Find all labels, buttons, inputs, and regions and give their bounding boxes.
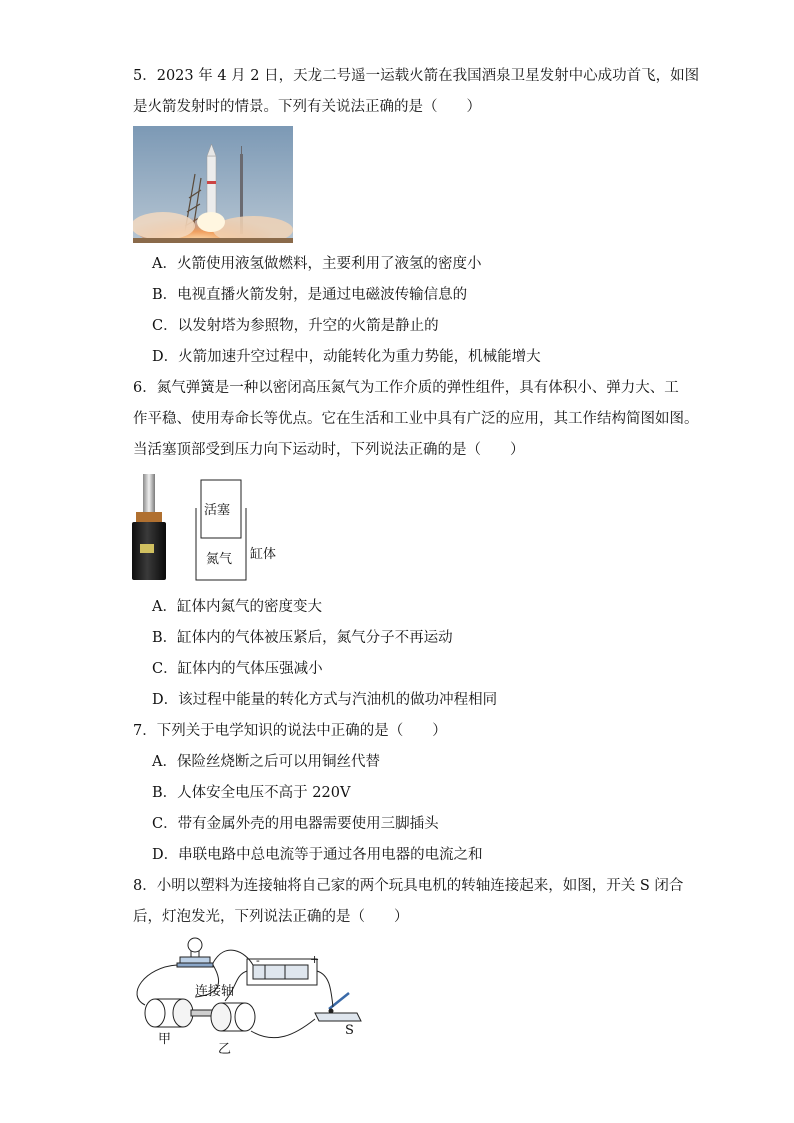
piston-label: 活塞 <box>204 503 231 518</box>
q6-option-a: A．缸体内氮气的密度变大 <box>152 599 322 615</box>
nitrogen-spring-photo <box>128 472 172 584</box>
q6-stem-line3: 当活塞顶部受到压力向下运动时，下列说法正确的是（ ） <box>133 442 525 458</box>
q6-stem-line2: 作平稳、使用寿命长等优点。它在生活和工业中具有广泛的应用，其工作结构简图如图。 <box>133 411 699 427</box>
q8-stem-line2: 后，灯泡发光，下列说法正确的是（ ） <box>133 909 409 925</box>
battery-plus-label: + <box>310 953 320 966</box>
q7-stem-line1: 7．下列关于电学知识的说法中正确的是（ ） <box>133 723 447 739</box>
q7-option-a: A．保险丝烧断之后可以用铜丝代替 <box>152 754 380 770</box>
q6-stem-line1: 6．氮气弹簧是一种以密闭高压氮气为工作介质的弹性组件，具有体积小、弹力大、工 <box>133 380 679 396</box>
cylinder-label: 缸体 <box>250 547 277 562</box>
q6-option-c: C．缸体内的气体压强减小 <box>152 661 323 677</box>
nitrogen-label: 氮气 <box>206 552 233 567</box>
motor-a-label: 甲 <box>158 1032 172 1047</box>
q7-option-d: D．串联电路中总电流等于通过各用电器的电流之和 <box>152 847 483 863</box>
q5-stem-line2: 是火箭发射时的情景。下列有关说法正确的是（ ） <box>133 99 481 115</box>
q6-option-d: D．该过程中能量的转化方式与汽油机的做功冲程相同 <box>152 692 498 708</box>
q7-option-c: C．带有金属外壳的用电器需要使用三脚插头 <box>152 816 439 832</box>
q5-option-d: D．火箭加速升空过程中，动能转化为重力势能，机械能增大 <box>152 349 541 365</box>
motor-b-label: 乙 <box>218 1042 232 1057</box>
q5-stem-line1: 5．2023 年 4 月 2 日，天龙二号遥一运载火箭在我国酒泉卫星发射中心成功首飞，如图 <box>133 68 700 84</box>
q5-option-c: C．以发射塔为参照物，升空的火箭是静止的 <box>152 318 439 334</box>
q8-stem-line1: 8．小明以塑料为连接轴将自己家的两个玩具电机的转轴连接起来，如图，开关 S 闭合 <box>133 878 684 894</box>
axle-label: 连接轴 <box>195 984 235 999</box>
bulb-icon <box>188 938 202 952</box>
switch-label: S <box>345 1023 354 1038</box>
q5-option-b: B．电视直播火箭发射，是通过电磁波传输信息的 <box>152 287 468 303</box>
battery-minus-label: - <box>256 954 260 967</box>
q5-option-a: A．火箭使用液氢做燃料，主要利用了液氢的密度小 <box>152 256 482 272</box>
q6-option-b: B．缸体内的气体被压紧后，氮气分子不再运动 <box>152 630 453 646</box>
rocket-launch-photo <box>133 126 293 243</box>
q7-option-b: B．人体安全电压不高于 220V <box>152 785 351 801</box>
